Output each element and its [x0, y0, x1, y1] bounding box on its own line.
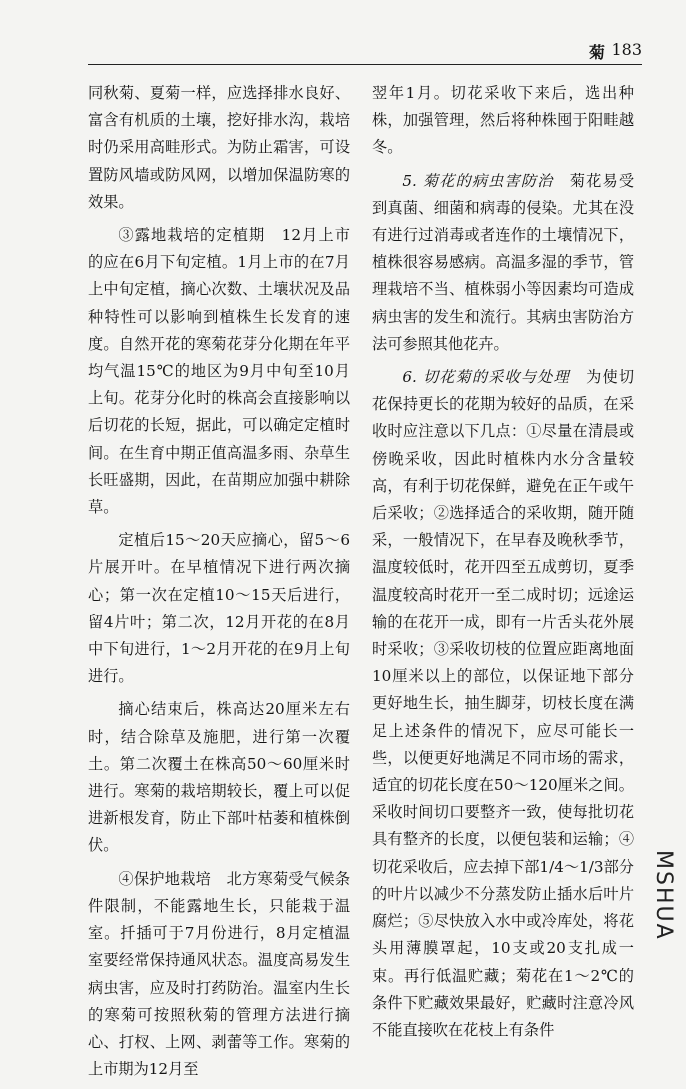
- paragraph: [372, 364, 634, 1044]
- page-number: 183: [611, 40, 642, 59]
- section-heading: 5. 菊花的病虫害防治: [402, 171, 554, 190]
- watermark: MSHUA: [651, 850, 676, 941]
- paragraph: 翌年1月。切花采收下来后，选出种株，加强管理，然后将种株囤于阳畦越冬。: [372, 84, 634, 157]
- section-body: 为使切花保持更长的花期为较好的品质，在采收时应注意以下几点：①尽量在清晨或傍晚采收，因此时植株内水分含量较高，有利于切花保鲜，避免在正午或午后采收；②选择适合的采收期，随开随采，一般情况下，在早春及晚秋季节，温度较低时，花开四至五成剪切，夏季温度较高时花开一至二成时切；远途运输的在花开一成，即有一片舌头花外展时采收；③采收切枝的位置应距离地面10厘米以上的部位，以保证地下部分更好地生长，抽生脚芽，切枝长度在满足上述条件的情况下，应尽可能长一些，以便更好地满足不同市场的需求，适宜的切花长度在50～120厘米之间。采收时间切口要整齐一致，使每批切花具有整齐的长度，以便包装和运输；④切花采收后，应去掉下部1/4～1/3部分的叶片以减少不分蒸发防止插水后叶片腐烂；⑤尽快放入水中或冷库处，将花头用薄膜罩起，10支或20支扎成一束。再行低温贮藏；菊花在1～2℃的条件下贮藏效果最好，贮藏时注意冷风不能直接吹在花枝上有条件: [372, 368, 635, 1039]
- page-header: [88, 36, 642, 62]
- right-column: [372, 80, 634, 1050]
- left-column: [88, 80, 350, 1089]
- section-heading: 6. 切花菊的采收与处理: [402, 368, 570, 387]
- header-rule: [88, 64, 642, 65]
- running-title: 菊: [588, 43, 606, 62]
- section-body: 菊花易受到真菌、细菌和病毒的侵染。尤其在没有进行过消毒或者连作的土壤情况下，植株很容易感病。高温多湿的季节，管理栽培不当、植株弱小等因素均可造成病虫害的发生和流行。其病虫害防治方法可参照其他花卉。: [372, 171, 635, 353]
- paragraph: 同秋菊、夏菊一样，应选择排水良好、富含有机质的土壤，挖好排水沟，栽培时仍采用高畦形式。为防止霜害，可设置防风墙或防风网，以增加保温防寒的效果。: [88, 84, 350, 211]
- paragraph: 定植后15～20天应摘心，留5～6片展开叶。在早植情况下进行两次摘心；第一次在定植10～15天后进行，留4片叶；第二次，12月开花的在8月中下旬进行，1～2月开花的在9月上旬进行。: [88, 531, 350, 686]
- paragraph: ④保护地栽培 北方寒菊受气候条件限制，不能露地生长，只能栽于温室。扦插可于7月份进行，8月定植温室要经常保持通风状态。温度高易发生病虫害，应及时打药防治。温室内生长的寒菊可按照秋菊的管理方法进行摘心、打杈、上网、剥蕾等工作。寒菊的上市期为12月至: [88, 869, 350, 1079]
- paragraph: ③露地栽培的定植期 12月上市的应在6月下旬定植。1月上市的在7月上中旬定植，摘心次数、土壤状况及品种特性可以影响到植株生长发育的速度。自然开花的寒菊花芽分化期在年平均气温15℃的地区为9月中旬至10月上旬。花芽分化时的株高会直接影响以后切花的长短，据此，可以确定定植时间。在生育中期正值高温多雨、杂草生长旺盛期，因此，在苗期应加强中耕除草。: [88, 226, 350, 517]
- paragraph: 摘心结束后，株高达20厘米左右时，结合除草及施肥，进行第一次覆土。第二次覆土在株高50～60厘米时进行。寒菊的栽培期较长，覆上可以促进新根发育，防止下部叶枯萎和植株倒伏。: [88, 700, 350, 855]
- paragraph: [372, 168, 634, 358]
